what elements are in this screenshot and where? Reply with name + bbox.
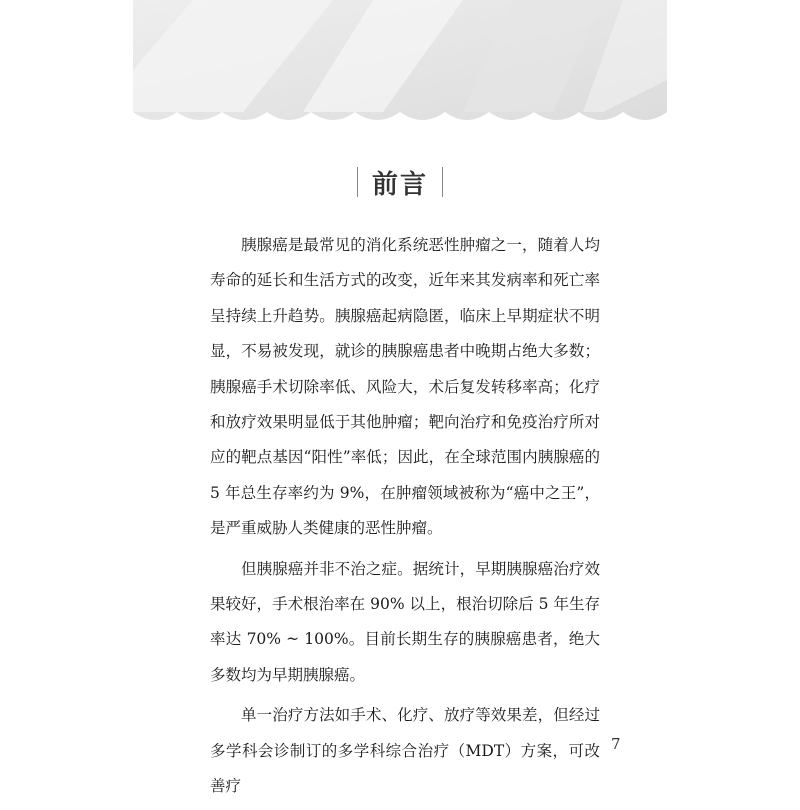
paragraph-1: 胰腺癌是最常见的消化系统恶性肿瘤之一，随着人均寿命的延长和生活方式的改变，近年来其发病率和死亡率呈持续上升趋势。胰腺癌起病隐匿，临床上早期症状不明显，不易被发现，就诊的胰腺癌患者中晚期占绝大多数；胰腺癌手术切除率低、风险大，术后复发转移率高；化疗和放疗效果明显低于其他肿瘤；靶向治疗和免疫治疗所对应的靶点基因“阳性”率低；因此，在全球范围内胰腺癌的 5 年总生存率约为 9%，在肿瘤领域被称为“癌中之王”，是严重威胁人类健康的恶性肿瘤。: [210, 236, 600, 538]
title-right-bar: [442, 167, 443, 197]
paragraph-3: 单一治疗方法如手术、化疗、放疗等效果差，但经过多学科会诊制订的多学科综合治疗（MDT）方案，可改善疗: [210, 706, 600, 796]
preface-heading: [133, 162, 667, 202]
preface-body: [210, 228, 600, 810]
paragraph-2: 但胰腺癌并非不治之症。据统计，早期胰腺癌治疗效果较好，手术根治率在 90% 以上，根治切除后 5 年生存率达 70% ~ 100%。目前长期生存的胰腺癌患者，绝大多数均为早期胰腺癌。: [210, 559, 600, 684]
title-left-bar: [357, 167, 358, 197]
page-number: 7: [611, 735, 621, 753]
book-page: [133, 0, 667, 800]
page-title: 前言: [371, 169, 428, 200]
decorative-scalloped-header: [133, 0, 667, 130]
